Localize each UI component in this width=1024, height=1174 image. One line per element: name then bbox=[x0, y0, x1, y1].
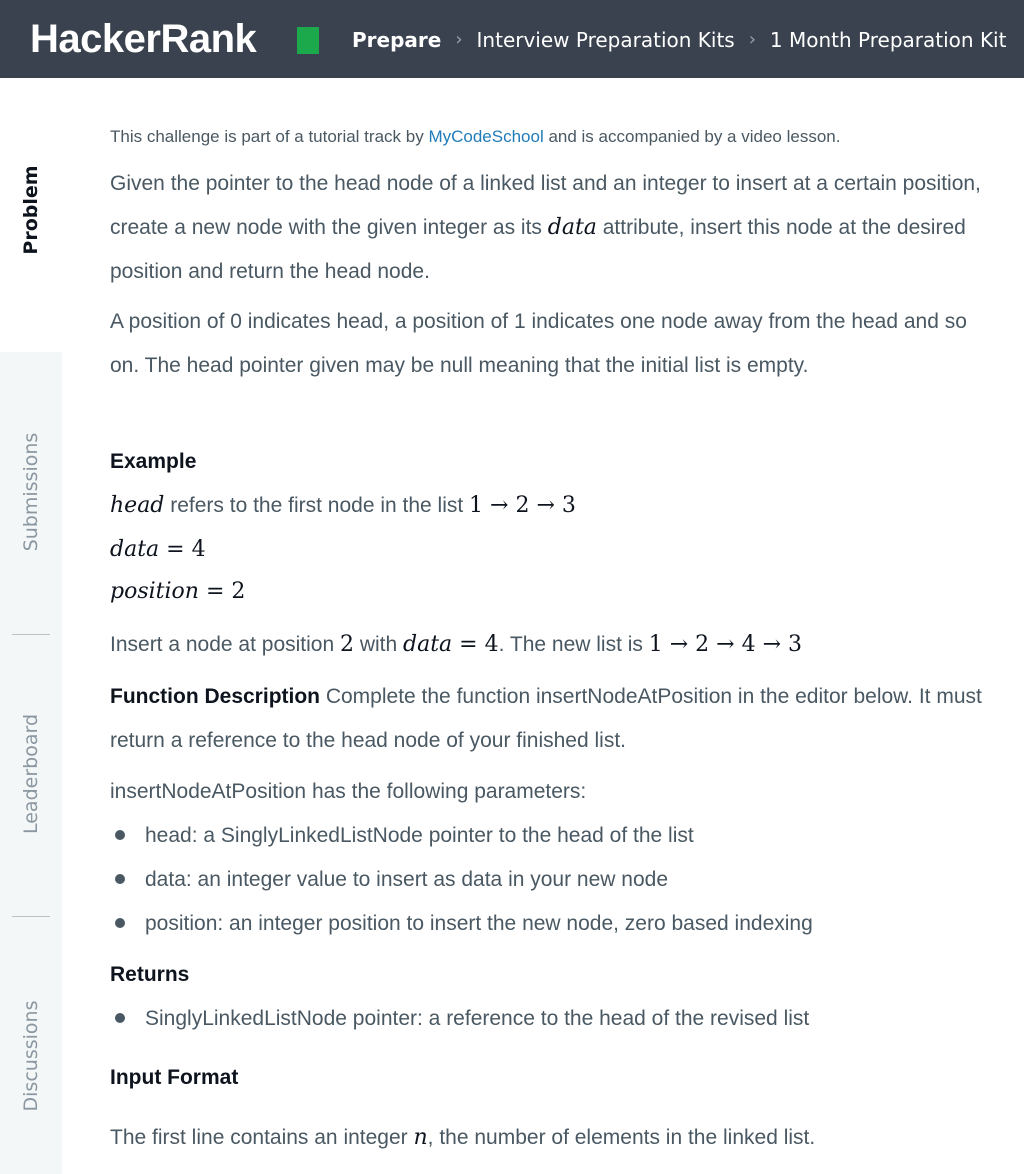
tab-problem-label[interactable]: Problem bbox=[20, 165, 42, 255]
tab-discussions[interactable]: Discussions bbox=[20, 1000, 42, 1112]
insert-explanation bbox=[110, 623, 990, 667]
breadcrumb-month-kit[interactable]: 1 Month Preparation Kit bbox=[769, 28, 1007, 52]
param-position: position: an integer position to insert the new node, zero based indexing bbox=[145, 912, 813, 935]
example-data-line bbox=[110, 528, 990, 572]
breadcrumb-interview-kits[interactable]: Interview Preparation Kits bbox=[476, 28, 735, 52]
math-list: 1 → 2 → 3 bbox=[469, 493, 576, 518]
challenge-tab-sidebar bbox=[0, 78, 62, 1174]
list-item bbox=[110, 997, 1010, 1041]
bullet-icon bbox=[115, 830, 125, 840]
input-text-a: The first line contains an integer bbox=[110, 1126, 414, 1149]
breadcrumb-prepare[interactable]: Prepare bbox=[352, 28, 442, 52]
tutorial-note bbox=[110, 125, 990, 149]
parameters-intro: insertNodeAtPosition has the following parameters: bbox=[110, 780, 587, 803]
tutorial-note-suffix: and is accompanied by a video lesson. bbox=[543, 127, 841, 146]
math-data-value: = 4 bbox=[159, 537, 206, 562]
position-paragraph: A position of 0 indicates head, a position of 1 indicates one node away from the head and so on. The head pointer given may be null meaning that the initial list is empty. bbox=[110, 310, 967, 377]
math-data-var: data bbox=[110, 537, 160, 562]
math-insert-var: data bbox=[403, 632, 453, 657]
tab-divider bbox=[12, 916, 50, 917]
tutorial-note-prefix: This challenge is part of a tutorial track by bbox=[110, 127, 429, 146]
mycodeschool-link[interactable]: MyCodeSchool bbox=[428, 127, 544, 146]
return-value: SinglyLinkedListNode pointer: a reference to the head of the revised list bbox=[145, 1007, 810, 1030]
bullet-icon bbox=[115, 874, 125, 884]
example-position-line bbox=[110, 570, 990, 614]
input-format-text bbox=[110, 1116, 990, 1160]
example-heading: Example bbox=[110, 450, 197, 473]
hackerrank-logo[interactable]: HackerRank bbox=[30, 17, 257, 61]
math-n: n bbox=[413, 1125, 428, 1150]
tab-divider bbox=[12, 634, 50, 635]
list-item bbox=[110, 902, 1010, 946]
math-head: head bbox=[110, 493, 165, 518]
logo-mark-icon bbox=[297, 27, 319, 54]
chevron-right-icon: › bbox=[748, 29, 756, 50]
input-text-b: , the number of elements in the linked list. bbox=[427, 1126, 816, 1149]
description-text-end: attribute, insert this node at the desired position and return the head node. bbox=[110, 216, 966, 283]
input-format-heading: Input Format bbox=[110, 1066, 239, 1089]
chevron-right-icon: › bbox=[455, 29, 463, 50]
param-head: head: a SinglyLinkedListNode pointer to the head of the list bbox=[145, 824, 694, 847]
list-item bbox=[110, 858, 1010, 902]
insert-text-a: Insert a node at position bbox=[110, 633, 340, 656]
math-data: data bbox=[547, 215, 597, 240]
breadcrumb bbox=[352, 26, 1006, 54]
returns-heading: Returns bbox=[110, 963, 190, 986]
tab-submissions[interactable]: Submissions bbox=[20, 432, 42, 552]
top-navigation-bar bbox=[0, 0, 1024, 78]
bullet-icon bbox=[115, 1013, 125, 1023]
math-position-var: position bbox=[110, 579, 199, 604]
description-text: Given the pointer to the head node of a linked list and an integer to insert at a certain position, create a new node with the given integer as its bbox=[110, 172, 981, 239]
bullet-icon bbox=[115, 918, 125, 928]
tab-leaderboard[interactable]: Leaderboard bbox=[20, 713, 42, 835]
example-head-line bbox=[110, 484, 990, 528]
math-insert-position: 2 bbox=[340, 632, 354, 657]
math-new-list: 1 → 2 → 4 → 3 bbox=[648, 632, 803, 657]
param-data: data: an integer value to insert as data in your new node bbox=[145, 868, 669, 891]
list-item bbox=[110, 814, 1010, 858]
math-insert-value: = 4 bbox=[452, 632, 499, 657]
math-position-value: = 2 bbox=[198, 579, 246, 604]
function-description-heading: Function Description bbox=[110, 685, 320, 708]
example-head-text: refers to the first node in the list bbox=[164, 494, 470, 517]
description-paragraph bbox=[110, 162, 990, 294]
insert-text-b: with bbox=[354, 633, 404, 656]
function-description bbox=[110, 675, 990, 763]
insert-text-c: . The new list is bbox=[498, 633, 649, 656]
function-description-text: Complete the function insertNodeAtPosition in the editor below. It must return a reference to the head node of your finished list. bbox=[110, 685, 982, 752]
